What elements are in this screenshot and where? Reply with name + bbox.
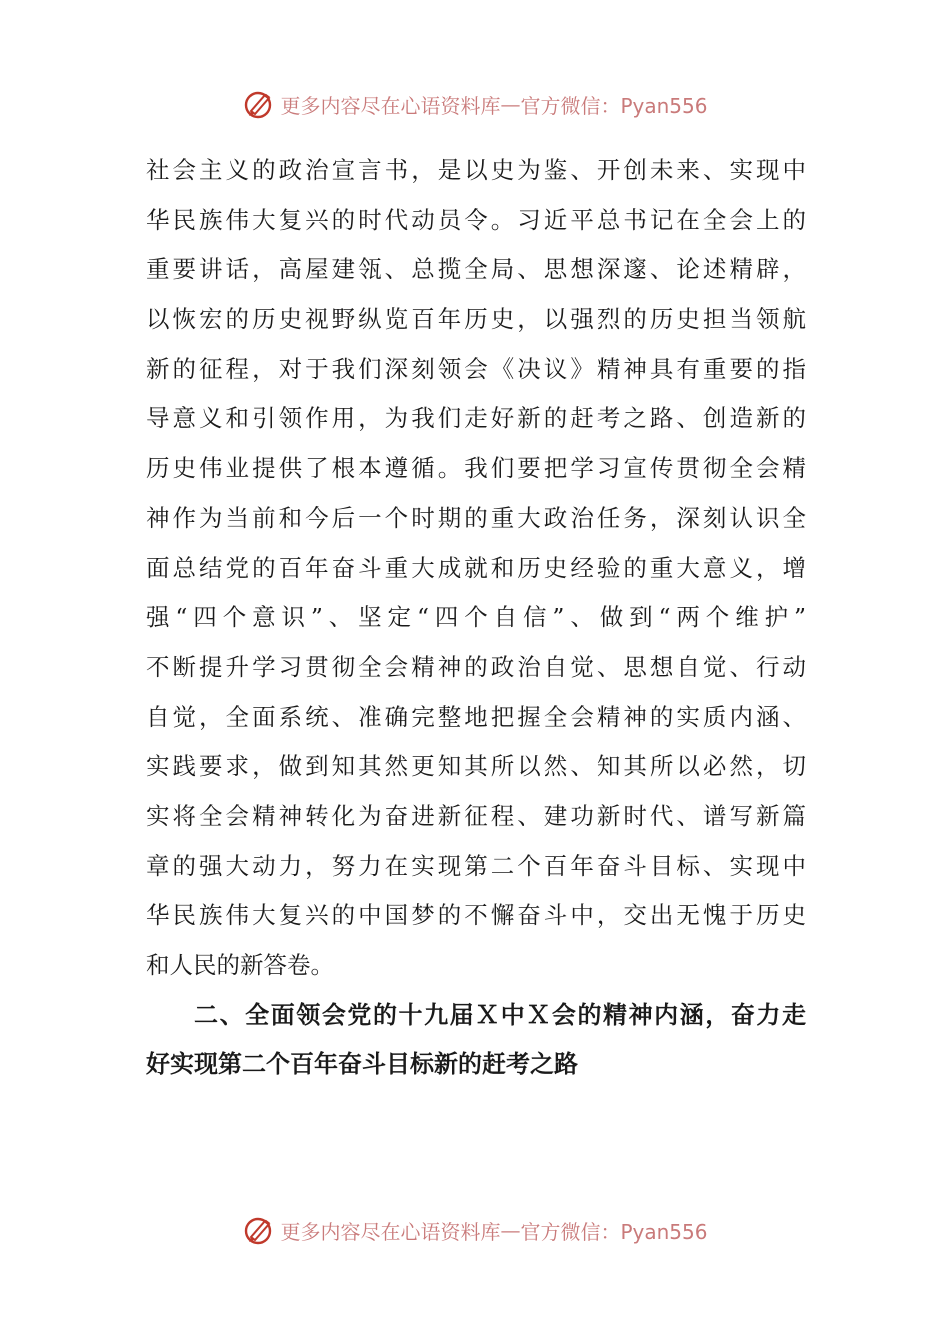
paragraph-line: 历史伟业提供了根本遵循。我们要把学习宣传贯彻全会精 [146, 454, 806, 483]
paragraph-line: 华民族伟大复兴的中国梦的不懈奋斗中，交出无愧于历史 [146, 901, 806, 930]
watermark-main-text: 更多内容尽在心语资料库 [280, 1219, 501, 1244]
paragraph-line: 新的征程，对于我们深刻领会《决议》精神具有重要的指 [146, 354, 806, 383]
watermark-dash: — [500, 1218, 521, 1242]
paragraph-line: 社会主义的政治宣言书，是以史为鉴、开创未来、实现中 [146, 156, 806, 184]
paragraph-line: 重要讲话，高屋建瓴、总揽全局、思想深邃、论述精辟， [146, 255, 806, 284]
heading-line: 好实现第二个百年奋斗目标新的赶考之路 [146, 1050, 578, 1079]
paragraph-line: 实将全会精神转化为奋进新征程、建功新时代、谱写新篇 [146, 801, 806, 830]
paragraph-line: 华民族伟大复兴的时代动员令。习近平总书记在全会上的 [146, 205, 806, 234]
paragraph-line: 章的强大动力，努力在实现第二个百年奋斗目标、实现中 [146, 851, 806, 880]
footer-watermark [0, 1210, 950, 1250]
paragraph-line: 神作为当前和今后一个时期的重大政治任务，深刻认识全 [146, 503, 806, 532]
watermark-dash: — [500, 92, 521, 116]
body-paragraph [146, 146, 806, 991]
paragraph-line: 强“四个意识”、坚定“四个自信”、做到“两个维护” [146, 603, 806, 632]
watermark-sub-text: 官方微信：Pyan556 [520, 1219, 708, 1244]
watermark-main-text: 更多内容尽在心语资料库 [280, 93, 501, 118]
paragraph-line: 和人民的新答卷。 [146, 951, 334, 979]
header-watermark [0, 84, 950, 124]
document-body [146, 146, 806, 1090]
heading-line: 二、全面领会党的十九届Ｘ中Ｘ会的精神内涵，奋力走 [194, 1000, 806, 1029]
paragraph-line: 不断提升学习贯彻全会精神的政治自觉、思想自觉、行动 [146, 652, 806, 681]
paragraph-line: 自觉，全面系统、准确完整地把握全会精神的实质内涵、 [146, 702, 806, 731]
watermark-sub-text: 官方微信：Pyan556 [520, 93, 708, 118]
paragraph-line: 以恢宏的历史视野纵览百年历史，以强烈的历史担当领航 [146, 305, 806, 334]
section-heading [146, 991, 806, 1090]
paragraph-line: 导意义和引领作用，为我们走好新的赶考之路、创造新的 [146, 404, 806, 433]
paragraph-line: 实践要求，做到知其然更知其所以然、知其所以必然，切 [146, 752, 806, 781]
pen-logo-icon [242, 87, 276, 121]
paragraph-line: 面总结党的百年奋斗重大成就和历史经验的重大意义，增 [146, 553, 806, 582]
pen-logo-icon [242, 1213, 276, 1247]
